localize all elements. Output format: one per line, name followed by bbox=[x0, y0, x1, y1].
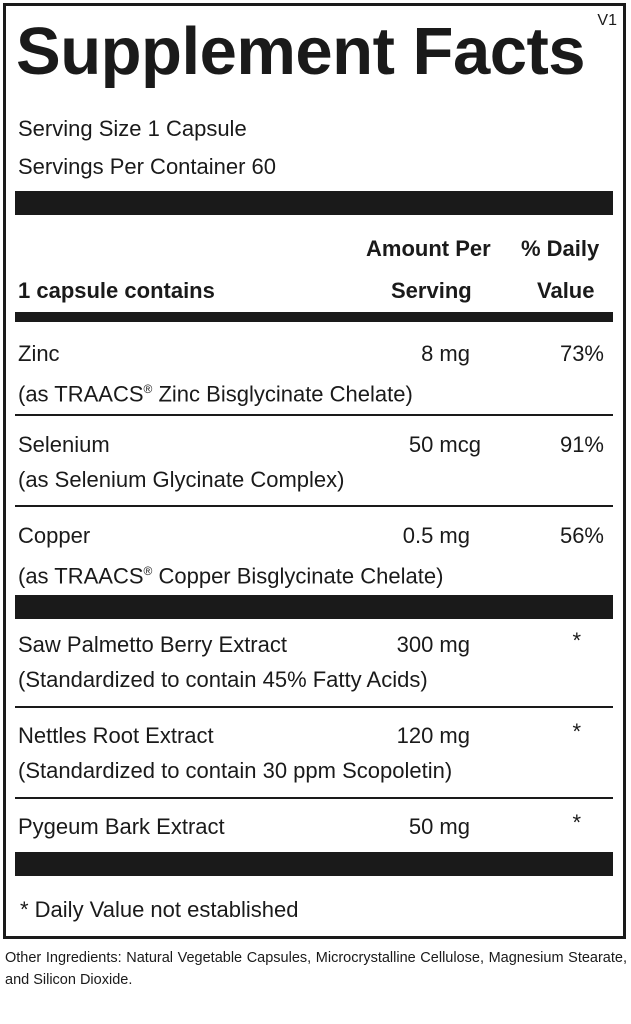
row-divider bbox=[15, 505, 613, 507]
nutrient-name: Selenium bbox=[18, 432, 110, 457]
nutrient-amount: 8 mg bbox=[421, 341, 470, 366]
nutrient-source: (as TRAACS® Copper Bisglycinate Chelate) bbox=[18, 563, 444, 589]
registered-mark: ® bbox=[143, 564, 153, 578]
nutrient-source: (as Selenium Glycinate Complex) bbox=[18, 467, 345, 492]
thick-divider bbox=[15, 191, 613, 215]
footnote: * Daily Value not established bbox=[20, 897, 299, 922]
row-divider bbox=[15, 414, 613, 416]
nutrient-dv: 91% bbox=[559, 432, 604, 457]
registered-mark: ® bbox=[143, 382, 153, 396]
amount-header-line1: Amount Per bbox=[366, 236, 491, 261]
extract-standardization: (Standardized to contain 45% Fatty Acids) bbox=[18, 667, 428, 692]
dv-header-line2: Value bbox=[537, 278, 595, 303]
extract-dv: * bbox=[572, 628, 581, 653]
extract-amount: 50 mg bbox=[408, 814, 470, 839]
extract-amount: 120 mg bbox=[396, 723, 470, 748]
row-divider bbox=[15, 797, 613, 799]
amount-header-line2: Serving bbox=[391, 278, 472, 303]
servings-per-container: Servings Per Container 60 bbox=[18, 154, 277, 179]
nutrient-dv: 73% bbox=[559, 341, 604, 366]
medium-divider bbox=[15, 312, 613, 322]
version-code: V1 bbox=[597, 12, 617, 29]
dv-header-line1: % Daily bbox=[521, 236, 600, 261]
extract-name: Nettles Root Extract bbox=[18, 723, 214, 748]
extract-name: Saw Palmetto Berry Extract bbox=[18, 632, 287, 657]
nutrient-name: Copper bbox=[18, 523, 91, 548]
extract-dv: * bbox=[572, 810, 581, 835]
thick-divider bbox=[15, 595, 613, 619]
nutrient-amount: 0.5 mg bbox=[402, 523, 470, 548]
panel-title: Supplement Facts bbox=[16, 14, 586, 89]
nutrient-dv: 56% bbox=[559, 523, 604, 548]
thick-divider bbox=[15, 852, 613, 876]
extract-standardization: (Standardized to contain 30 ppm Scopoletin) bbox=[18, 758, 453, 783]
nutrient-source: (as TRAACS® Zinc Bisglycinate Chelate) bbox=[18, 381, 413, 407]
extract-dv: * bbox=[572, 719, 581, 744]
contains-header: 1 capsule contains bbox=[18, 278, 215, 303]
extract-amount: 300 mg bbox=[396, 632, 470, 657]
nutrient-amount: 50 mcg bbox=[408, 432, 481, 457]
serving-size: Serving Size 1 Capsule bbox=[18, 116, 247, 141]
extract-name: Pygeum Bark Extract bbox=[18, 814, 225, 839]
nutrient-name: Zinc bbox=[18, 341, 60, 366]
other-ingredients: Other Ingredients: Natural Vegetable Capsules, Microcrystalline Cellulose, Magnesium Stearate, and Silicon Dioxide. bbox=[5, 950, 627, 988]
row-divider bbox=[15, 706, 613, 708]
